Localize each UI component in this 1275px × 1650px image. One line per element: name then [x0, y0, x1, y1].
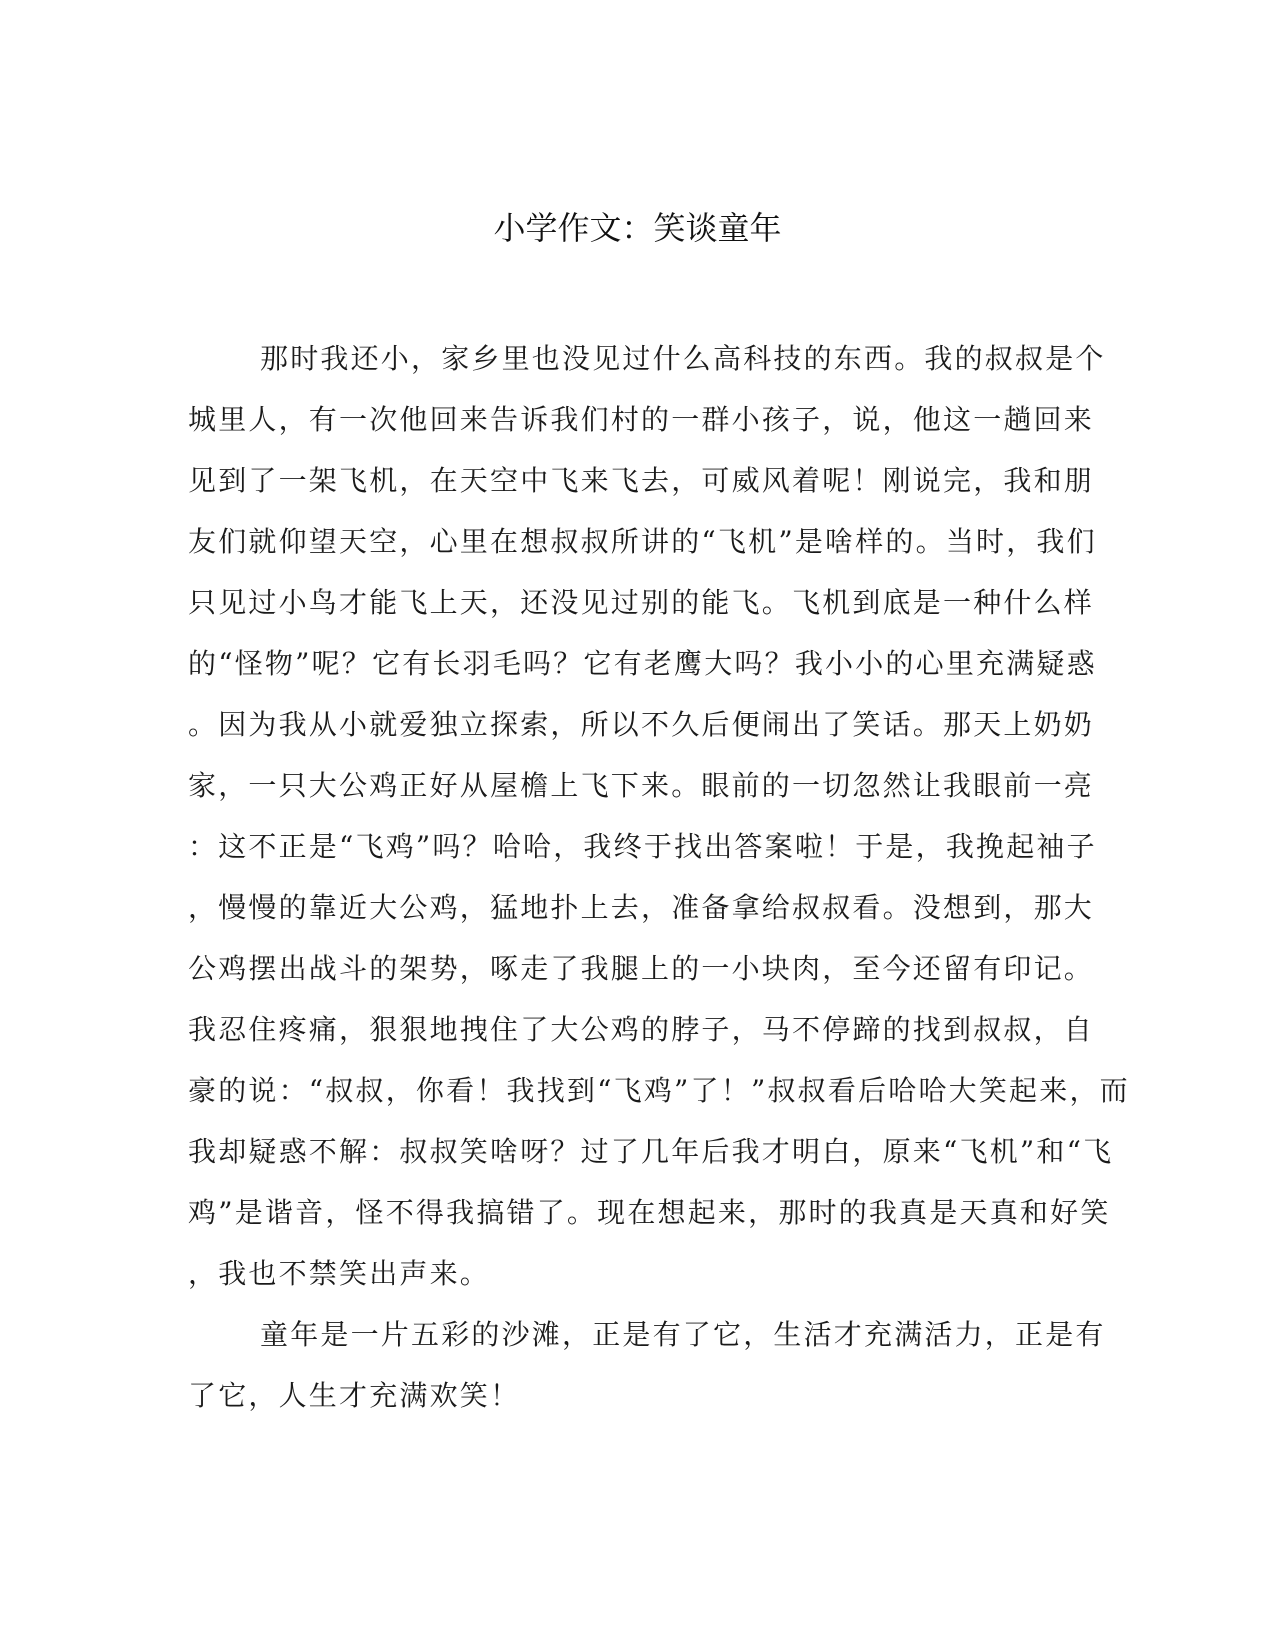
text-line: 我却疑惑不解：叔叔笑啥呀？过了几年后我才明白，原来“飞机”和“飞: [188, 1135, 1114, 1168]
paragraph-1: [188, 328, 1130, 1304]
text-line: ：这不正是“飞鸡”吗？哈哈，我终于找出答案啦！于是，我挽起袖子: [188, 830, 1097, 863]
text-line: 了它，人生才充满欢笑！: [188, 1379, 521, 1412]
text-line: 见到了一架飞机，在天空中飞来飞去，可威风着呢！刚说完，我和朋: [188, 464, 1095, 497]
text-line: 鸡”是谐音，怪不得我搞错了。现在想起来，那时的我真是天真和好笑: [188, 1196, 1111, 1229]
text-line: 我忍住疼痛，狠狠地拽住了大公鸡的脖子，马不停蹄的找到叔叔，自: [188, 1013, 1095, 1046]
text-line: 城里人，有一次他回来告诉我们村的一群小孩子，说，他这一趟回来: [188, 403, 1095, 436]
text-line: 豪的说：“叔叔，你看！我找到“飞鸡”了！”叔叔看后哈哈大笑起来，而: [188, 1074, 1130, 1107]
text-line: 那时我还小，家乡里也没见过什么高科技的东西。我的叔叔是个: [260, 342, 1106, 375]
text-line: 家，一只大公鸡正好从屋檐上飞下来。眼前的一切忽然让我眼前一亮: [188, 769, 1095, 802]
text-line: 童年是一片五彩的沙滩，正是有了它，生活才充满活力，正是有: [260, 1318, 1106, 1351]
document-body: [188, 328, 1130, 1426]
text-line: 友们就仰望天空，心里在想叔叔所讲的“飞机”是啥样的。当时，我们: [188, 525, 1097, 558]
text-line: 的“怪物”呢？它有长羽毛吗？它有老鹰大吗？我小小的心里充满疑惑: [188, 647, 1097, 680]
text-line: ，我也不禁笑出声来。: [188, 1257, 491, 1290]
document-title: 小学作文：笑谈童年: [493, 209, 782, 247]
text-line: 公鸡摆出战斗的架势，啄走了我腿上的一小块肉，至今还留有印记。: [188, 952, 1095, 985]
text-line: 。因为我从小就爱独立探索，所以不久后便闹出了笑话。那天上奶奶: [188, 708, 1095, 741]
text-line: 只见过小鸟才能飞上天，还没见过别的能飞。飞机到底是一种什么样: [188, 586, 1095, 619]
text-line: ，慢慢的靠近大公鸡，猛地扑上去，准备拿给叔叔看。没想到，那大: [188, 891, 1095, 924]
paragraph-2: [188, 1304, 1106, 1426]
